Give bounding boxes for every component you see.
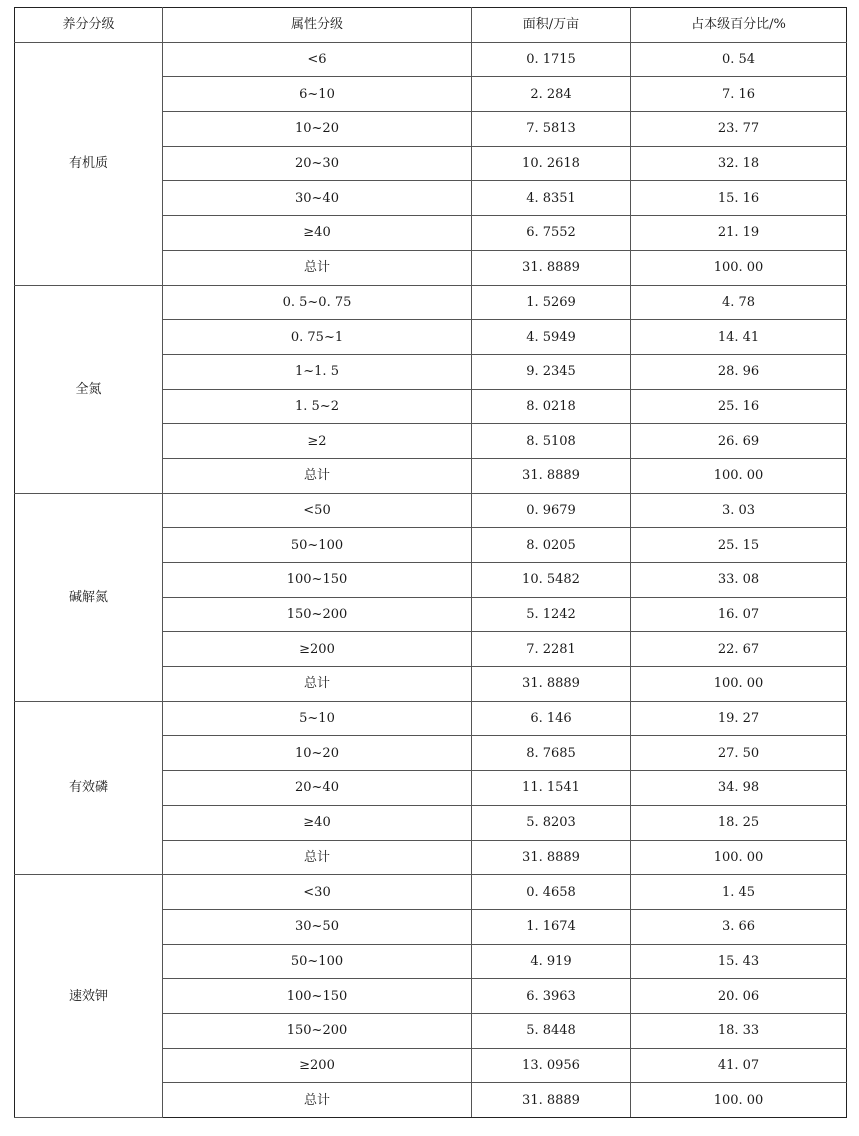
area-cell: 7. 2281 bbox=[472, 632, 631, 667]
percentage-cell: 3. 66 bbox=[631, 909, 847, 944]
attribute-level-cell: 总计 bbox=[163, 840, 472, 875]
area-cell: 31. 8889 bbox=[472, 458, 631, 493]
percentage-cell: 100. 00 bbox=[631, 250, 847, 285]
nutrient-group-name: 全氮 bbox=[15, 285, 163, 493]
area-cell: 6. 3963 bbox=[472, 979, 631, 1014]
table-row bbox=[15, 875, 847, 910]
percentage-cell: 14. 41 bbox=[631, 320, 847, 355]
area-cell: 11. 1541 bbox=[472, 771, 631, 806]
percentage-cell: 19. 27 bbox=[631, 701, 847, 736]
attribute-level-cell: <50 bbox=[163, 493, 472, 528]
attribute-level-cell: <6 bbox=[163, 42, 472, 77]
area-cell: 8. 0205 bbox=[472, 528, 631, 563]
area-cell: 31. 8889 bbox=[472, 1083, 631, 1118]
percentage-cell: 20. 06 bbox=[631, 979, 847, 1014]
area-cell: 7. 5813 bbox=[472, 112, 631, 147]
nutrient-group-name: 速效钾 bbox=[15, 875, 163, 1118]
attribute-level-cell: 总计 bbox=[163, 667, 472, 702]
attribute-level-cell: 1~1. 5 bbox=[163, 354, 472, 389]
area-cell: 31. 8889 bbox=[472, 667, 631, 702]
percentage-cell: 15. 43 bbox=[631, 944, 847, 979]
attribute-level-cell: <30 bbox=[163, 875, 472, 910]
percentage-cell: 100. 00 bbox=[631, 1083, 847, 1118]
header-attribute-grade: 属性分级 bbox=[163, 8, 472, 43]
table-body bbox=[15, 42, 847, 1117]
area-cell: 2. 284 bbox=[472, 77, 631, 112]
area-cell: 1. 1674 bbox=[472, 909, 631, 944]
attribute-level-cell: ≥2 bbox=[163, 424, 472, 459]
attribute-level-cell: 30~40 bbox=[163, 181, 472, 216]
attribute-level-cell: 0. 75~1 bbox=[163, 320, 472, 355]
table-header bbox=[15, 8, 847, 43]
attribute-level-cell: 30~50 bbox=[163, 909, 472, 944]
area-cell: 4. 5949 bbox=[472, 320, 631, 355]
table-row bbox=[15, 42, 847, 77]
nutrient-group-name: 有机质 bbox=[15, 42, 163, 285]
attribute-level-cell: 20~40 bbox=[163, 771, 472, 806]
table-row bbox=[15, 493, 847, 528]
nutrient-group-name: 碱解氮 bbox=[15, 493, 163, 701]
percentage-cell: 18. 25 bbox=[631, 805, 847, 840]
percentage-cell: 33. 08 bbox=[631, 563, 847, 598]
percentage-cell: 32. 18 bbox=[631, 146, 847, 181]
area-cell: 31. 8889 bbox=[472, 250, 631, 285]
attribute-level-cell: 50~100 bbox=[163, 528, 472, 563]
header-area: 面积/万亩 bbox=[472, 8, 631, 43]
percentage-cell: 16. 07 bbox=[631, 597, 847, 632]
area-cell: 6. 7552 bbox=[472, 216, 631, 251]
area-cell: 6. 146 bbox=[472, 701, 631, 736]
area-cell: 8. 7685 bbox=[472, 736, 631, 771]
percentage-cell: 100. 00 bbox=[631, 458, 847, 493]
attribute-level-cell: 150~200 bbox=[163, 597, 472, 632]
header-nutrient-grade: 养分分级 bbox=[15, 8, 163, 43]
percentage-cell: 28. 96 bbox=[631, 354, 847, 389]
percentage-cell: 41. 07 bbox=[631, 1048, 847, 1083]
header-row bbox=[15, 8, 847, 43]
percentage-cell: 26. 69 bbox=[631, 424, 847, 459]
area-cell: 8. 0218 bbox=[472, 389, 631, 424]
attribute-level-cell: ≥40 bbox=[163, 216, 472, 251]
attribute-level-cell: 50~100 bbox=[163, 944, 472, 979]
attribute-level-cell: 20~30 bbox=[163, 146, 472, 181]
percentage-cell: 23. 77 bbox=[631, 112, 847, 147]
area-cell: 9. 2345 bbox=[472, 354, 631, 389]
percentage-cell: 100. 00 bbox=[631, 840, 847, 875]
area-cell: 8. 5108 bbox=[472, 424, 631, 459]
attribute-level-cell: 5~10 bbox=[163, 701, 472, 736]
percentage-cell: 100. 00 bbox=[631, 667, 847, 702]
percentage-cell: 18. 33 bbox=[631, 1013, 847, 1048]
attribute-level-cell: 10~20 bbox=[163, 112, 472, 147]
area-cell: 0. 1715 bbox=[472, 42, 631, 77]
percentage-cell: 25. 15 bbox=[631, 528, 847, 563]
area-cell: 0. 9679 bbox=[472, 493, 631, 528]
area-cell: 5. 8448 bbox=[472, 1013, 631, 1048]
header-percentage: 占本级百分比/% bbox=[631, 8, 847, 43]
attribute-level-cell: 1. 5~2 bbox=[163, 389, 472, 424]
attribute-level-cell: 100~150 bbox=[163, 563, 472, 598]
area-cell: 5. 1242 bbox=[472, 597, 631, 632]
area-cell: 5. 8203 bbox=[472, 805, 631, 840]
percentage-cell: 3. 03 bbox=[631, 493, 847, 528]
attribute-level-cell: 总计 bbox=[163, 250, 472, 285]
percentage-cell: 1. 45 bbox=[631, 875, 847, 910]
nutrient-group-name: 有效磷 bbox=[15, 701, 163, 874]
percentage-cell: 21. 19 bbox=[631, 216, 847, 251]
attribute-level-cell: 10~20 bbox=[163, 736, 472, 771]
area-cell: 4. 919 bbox=[472, 944, 631, 979]
percentage-cell: 4. 78 bbox=[631, 285, 847, 320]
percentage-cell: 27. 50 bbox=[631, 736, 847, 771]
area-cell: 4. 8351 bbox=[472, 181, 631, 216]
percentage-cell: 15. 16 bbox=[631, 181, 847, 216]
attribute-level-cell: ≥200 bbox=[163, 632, 472, 667]
attribute-level-cell: 6~10 bbox=[163, 77, 472, 112]
area-cell: 0. 4658 bbox=[472, 875, 631, 910]
percentage-cell: 25. 16 bbox=[631, 389, 847, 424]
attribute-level-cell: 0. 5~0. 75 bbox=[163, 285, 472, 320]
percentage-cell: 0. 54 bbox=[631, 42, 847, 77]
table-row bbox=[15, 701, 847, 736]
attribute-level-cell: ≥200 bbox=[163, 1048, 472, 1083]
percentage-cell: 7. 16 bbox=[631, 77, 847, 112]
nutrient-grading-table bbox=[14, 7, 847, 1118]
table-container bbox=[14, 7, 846, 1118]
attribute-level-cell: 100~150 bbox=[163, 979, 472, 1014]
percentage-cell: 22. 67 bbox=[631, 632, 847, 667]
area-cell: 13. 0956 bbox=[472, 1048, 631, 1083]
attribute-level-cell: 总计 bbox=[163, 458, 472, 493]
area-cell: 1. 5269 bbox=[472, 285, 631, 320]
attribute-level-cell: 总计 bbox=[163, 1083, 472, 1118]
area-cell: 31. 8889 bbox=[472, 840, 631, 875]
area-cell: 10. 2618 bbox=[472, 146, 631, 181]
table-row bbox=[15, 285, 847, 320]
area-cell: 10. 5482 bbox=[472, 563, 631, 598]
percentage-cell: 34. 98 bbox=[631, 771, 847, 806]
attribute-level-cell: 150~200 bbox=[163, 1013, 472, 1048]
attribute-level-cell: ≥40 bbox=[163, 805, 472, 840]
